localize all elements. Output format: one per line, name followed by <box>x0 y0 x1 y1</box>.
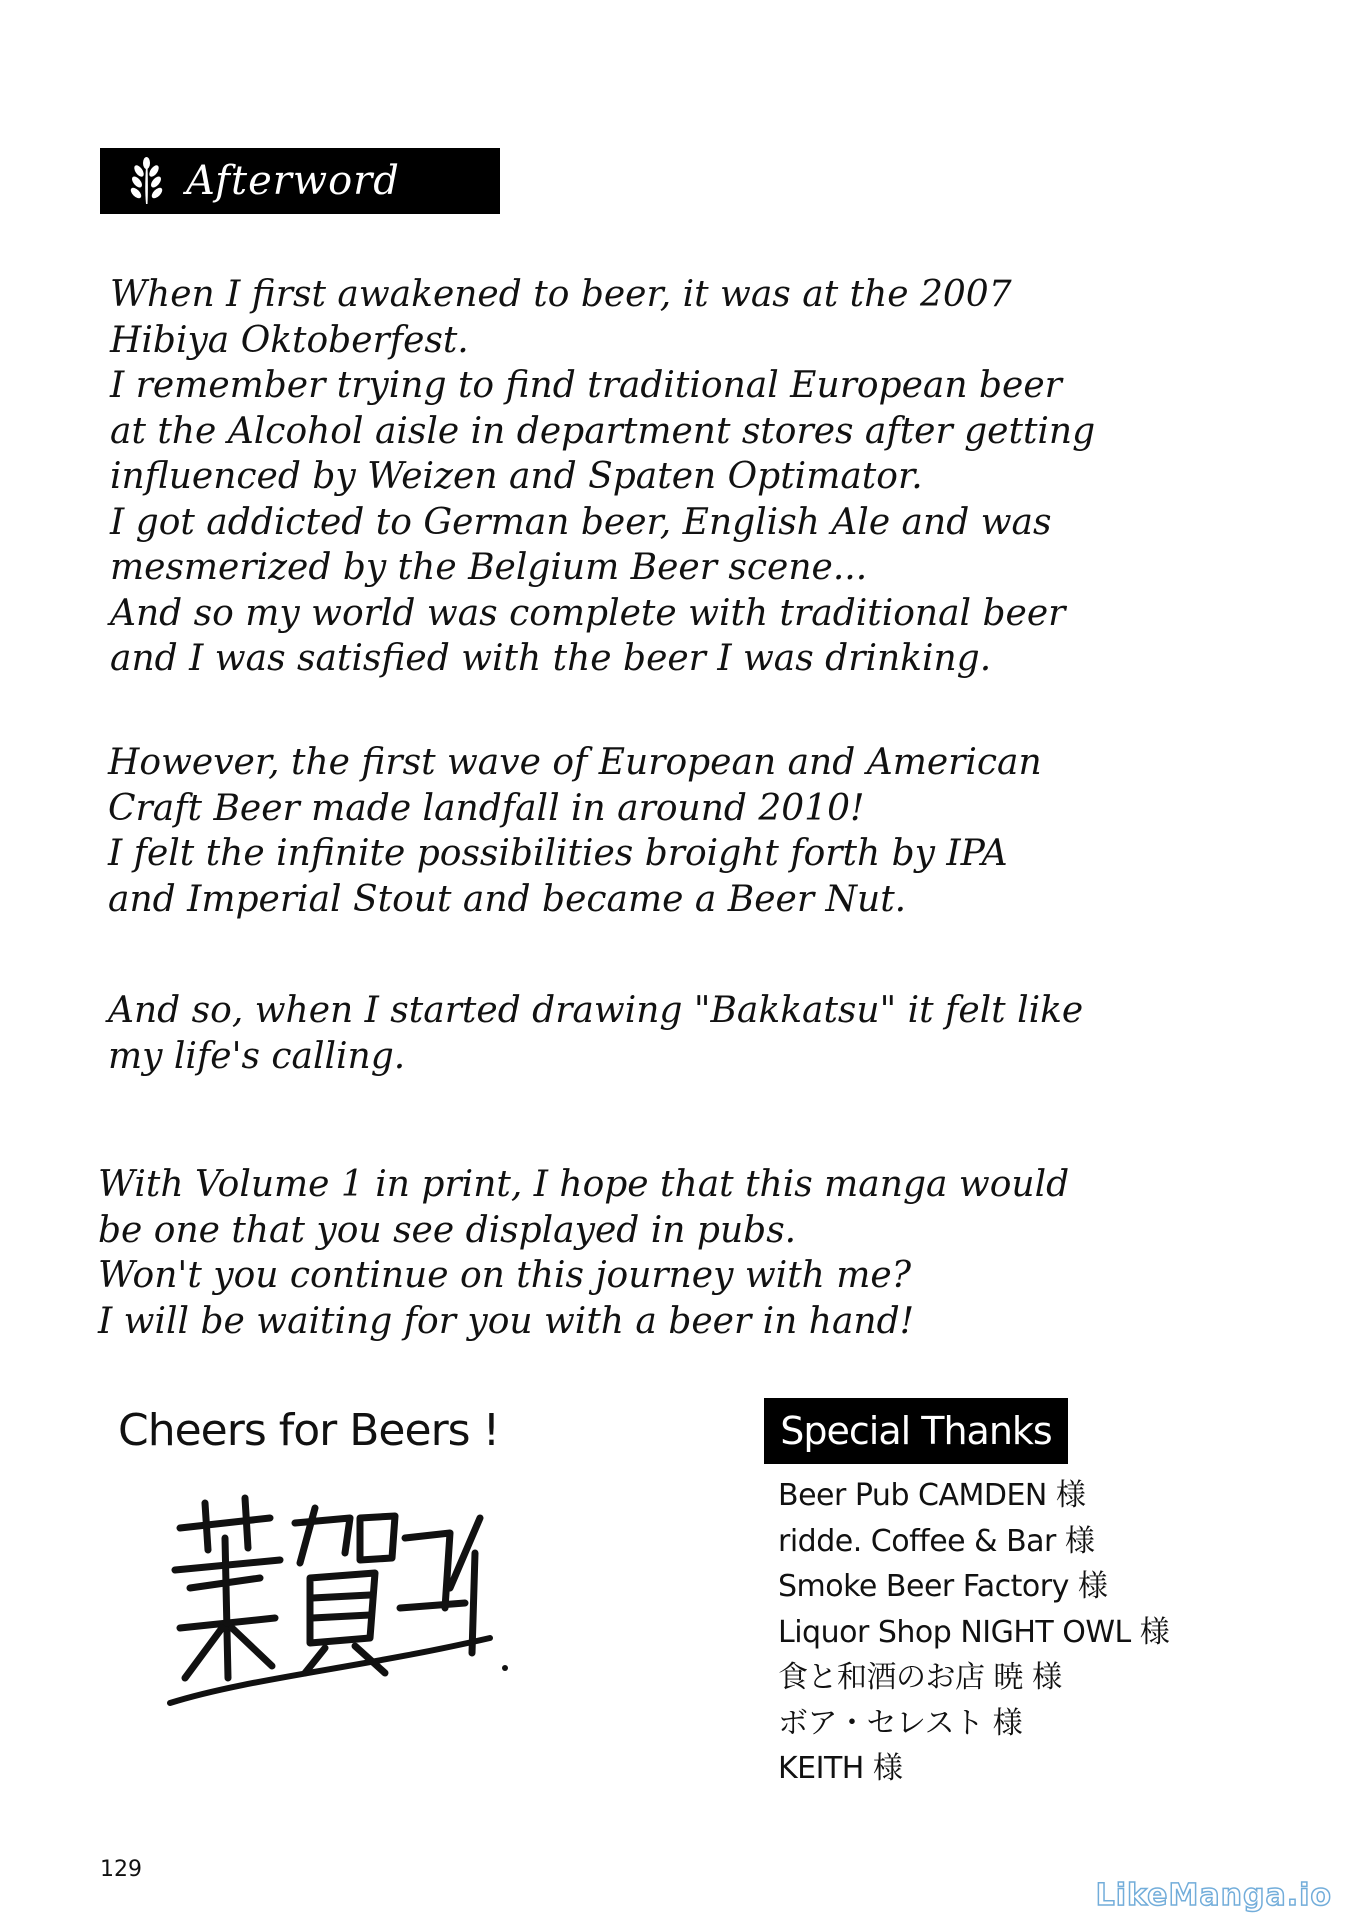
text-line: However, the first wave of European and American <box>108 742 1042 783</box>
page-number: 129 <box>100 1857 142 1882</box>
list-item: Smoke Beer Factory 様 <box>778 1569 1108 1604</box>
list-item: ridde. Coffee & Bar 様 <box>778 1523 1095 1559</box>
text-line: mesmerized by the Belgium Beer scene... <box>110 547 868 588</box>
page-title: Afterword <box>186 158 400 204</box>
list-item: ボア・セレスト 様 <box>778 1705 1023 1741</box>
text-line: Won't you continue on this journey with me? <box>98 1255 912 1296</box>
author-signature <box>160 1478 520 1728</box>
paragraph-4 <box>98 1162 1069 1344</box>
list-item: Liquor Shop NIGHT OWL 様 <box>778 1614 1170 1650</box>
text-line: at the Alcohol aisle in department stores after getting <box>110 410 1096 452</box>
cheers-text: Cheers for Beers ! <box>118 1405 500 1456</box>
text-line: Hibiya Oktoberfest. <box>110 319 469 361</box>
paragraph-2 <box>108 740 1042 922</box>
special-thanks-title: Special Thanks <box>780 1409 1052 1453</box>
text-line: my life's calling. <box>108 1035 406 1077</box>
text-line: I remember trying to find traditional European beer <box>110 365 1062 406</box>
afterword-header <box>100 148 500 214</box>
text-line: When I first awakened to beer, it was at the 2007 <box>110 274 1012 315</box>
text-line: influenced by Weizen and Spaten Optimator. <box>110 456 923 497</box>
special-thanks-header <box>764 1398 1068 1464</box>
site-watermark: LikeManga.io <box>1095 1878 1332 1913</box>
special-thanks-list <box>778 1473 1169 1792</box>
text-line: I got addicted to German beer, English Ale and was <box>110 501 1052 543</box>
list-item: 食と和酒のお店 暁 様 <box>778 1660 1062 1695</box>
text-line: I will be waiting for you with a beer in hand! <box>98 1300 915 1342</box>
paragraph-1 <box>110 272 1095 682</box>
list-item: KEITH 様 <box>778 1751 903 1786</box>
text-line: be one that you see displayed in pubs. <box>98 1209 797 1251</box>
list-item: Beer Pub CAMDEN 様 <box>778 1478 1086 1513</box>
text-line: I felt the infinite possibilities broight forth by IPA <box>108 833 1008 874</box>
text-line: With Volume 1 in print, I hope that this manga would <box>98 1164 1070 1205</box>
text-line: Craft Beer made landfall in around 2010! <box>108 787 865 829</box>
text-line: And so my world was complete with traditional beer <box>110 592 1066 634</box>
paragraph-3 <box>108 988 1083 1079</box>
wheat-icon <box>124 156 168 206</box>
text-line: and I was satisfied with the beer I was drinking. <box>110 638 992 679</box>
text-line: and Imperial Stout and became a Beer Nut. <box>108 878 907 920</box>
text-line: And so, when I started drawing "Bakkatsu" it felt like <box>108 990 1084 1031</box>
